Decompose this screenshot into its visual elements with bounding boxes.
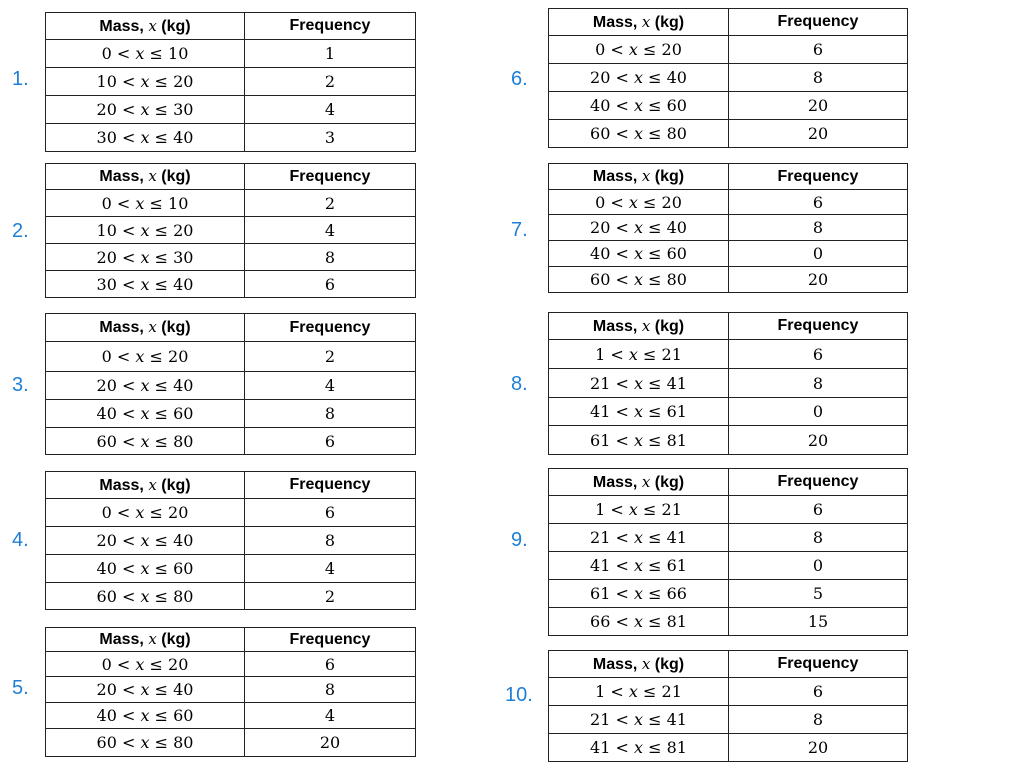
- mass-range-cell: 41 < x ≤ 61: [549, 398, 729, 426]
- mass-range-cell: 30 < x ≤ 40: [46, 124, 245, 152]
- mass-range-cell: 10 < x ≤ 20: [46, 217, 245, 244]
- frequency-cell: 4: [245, 555, 416, 583]
- mass-header: Mass, x (kg): [549, 651, 729, 678]
- frequency-cell: 8: [245, 400, 416, 428]
- frequency-table: [548, 468, 908, 636]
- frequency-cell: 4: [245, 217, 416, 244]
- question-number: 1.: [12, 68, 29, 90]
- frequency-cell: 0: [729, 552, 908, 580]
- frequency-cell: 8: [245, 677, 416, 703]
- frequency-header: Frequency: [729, 164, 908, 190]
- mass-range-cell: 1 < x ≤ 21: [549, 678, 729, 706]
- frequency-cell: 20: [729, 426, 908, 455]
- frequency-cell: 20: [245, 729, 416, 757]
- mass-range-cell: 61 < x ≤ 81: [549, 426, 729, 455]
- frequency-cell: 8: [729, 524, 908, 552]
- mass-range-cell: 40 < x ≤ 60: [549, 92, 729, 120]
- mass-range-cell: 10 < x ≤ 20: [46, 68, 245, 96]
- frequency-cell: 4: [245, 96, 416, 124]
- mass-range-cell: 61 < x ≤ 66: [549, 580, 729, 608]
- frequency-cell: 15: [729, 608, 908, 636]
- mass-header: Mass, x (kg): [46, 13, 245, 40]
- mass-range-cell: 40 < x ≤ 60: [46, 555, 245, 583]
- frequency-cell: 20: [729, 120, 908, 148]
- mass-range-cell: 0 < x ≤ 10: [46, 190, 245, 217]
- mass-range-cell: 40 < x ≤ 60: [46, 703, 245, 729]
- mass-range-cell: 60 < x ≤ 80: [46, 428, 245, 455]
- mass-header: Mass, x (kg): [46, 472, 245, 499]
- frequency-cell: 5: [729, 580, 908, 608]
- frequency-cell: 6: [729, 36, 908, 64]
- frequency-cell: 2: [245, 190, 416, 217]
- mass-range-cell: 1 < x ≤ 21: [549, 496, 729, 524]
- frequency-cell: 2: [245, 342, 416, 372]
- frequency-cell: 6: [729, 678, 908, 706]
- mass-header: Mass, x (kg): [46, 314, 245, 342]
- frequency-header: Frequency: [245, 314, 416, 342]
- question-number: 9.: [511, 529, 528, 551]
- mass-range-cell: 40 < x ≤ 60: [46, 400, 245, 428]
- mass-range-cell: 20 < x ≤ 40: [46, 372, 245, 400]
- mass-range-cell: 21 < x ≤ 41: [549, 706, 729, 734]
- question-number: 10.: [505, 684, 533, 706]
- frequency-cell: 20: [729, 92, 908, 120]
- frequency-table: [548, 8, 908, 148]
- frequency-table: [45, 163, 416, 298]
- mass-range-cell: 0 < x ≤ 10: [46, 40, 245, 68]
- frequency-header: Frequency: [245, 628, 416, 652]
- frequency-cell: 20: [729, 734, 908, 762]
- mass-range-cell: 0 < x ≤ 20: [46, 652, 245, 677]
- mass-range-cell: 60 < x ≤ 80: [46, 729, 245, 757]
- frequency-header: Frequency: [729, 469, 908, 496]
- frequency-cell: 6: [729, 340, 908, 369]
- frequency-cell: 6: [729, 190, 908, 215]
- frequency-cell: 6: [245, 499, 416, 527]
- question-number: 4.: [12, 529, 29, 551]
- frequency-cell: 6: [729, 496, 908, 524]
- mass-range-cell: 66 < x ≤ 81: [549, 608, 729, 636]
- mass-range-cell: 60 < x ≤ 80: [549, 267, 729, 293]
- question-number: 8.: [511, 373, 528, 395]
- mass-range-cell: 40 < x ≤ 60: [549, 241, 729, 267]
- mass-range-cell: 0 < x ≤ 20: [549, 190, 729, 215]
- frequency-header: Frequency: [729, 313, 908, 340]
- frequency-cell: 8: [729, 369, 908, 398]
- frequency-cell: 6: [245, 652, 416, 677]
- frequency-cell: 0: [729, 241, 908, 267]
- mass-header: Mass, x (kg): [549, 313, 729, 340]
- mass-range-cell: 41 < x ≤ 81: [549, 734, 729, 762]
- frequency-cell: 1: [245, 40, 416, 68]
- frequency-cell: 2: [245, 68, 416, 96]
- frequency-cell: 3: [245, 124, 416, 152]
- frequency-table: [548, 163, 908, 293]
- mass-range-cell: 41 < x ≤ 61: [549, 552, 729, 580]
- mass-range-cell: 20 < x ≤ 30: [46, 244, 245, 271]
- mass-header: Mass, x (kg): [46, 164, 245, 190]
- frequency-table: [45, 471, 416, 610]
- mass-header: Mass, x (kg): [549, 469, 729, 496]
- frequency-header: Frequency: [729, 9, 908, 36]
- question-number: 3.: [12, 374, 29, 396]
- question-number: 2.: [12, 220, 29, 242]
- frequency-cell: 6: [245, 271, 416, 298]
- frequency-table: [548, 650, 908, 762]
- mass-range-cell: 21 < x ≤ 41: [549, 369, 729, 398]
- frequency-cell: 4: [245, 372, 416, 400]
- frequency-table: [45, 313, 416, 455]
- frequency-cell: 8: [729, 64, 908, 92]
- mass-range-cell: 0 < x ≤ 20: [46, 499, 245, 527]
- mass-range-cell: 60 < x ≤ 80: [46, 583, 245, 610]
- frequency-table: [548, 312, 908, 455]
- mass-range-cell: 30 < x ≤ 40: [46, 271, 245, 298]
- frequency-header: Frequency: [245, 164, 416, 190]
- mass-header: Mass, x (kg): [549, 164, 729, 190]
- frequency-header: Frequency: [729, 651, 908, 678]
- frequency-header: Frequency: [245, 13, 416, 40]
- mass-header: Mass, x (kg): [46, 628, 245, 652]
- frequency-header: Frequency: [245, 472, 416, 499]
- frequency-table: [45, 12, 416, 152]
- mass-range-cell: 20 < x ≤ 40: [46, 677, 245, 703]
- mass-range-cell: 20 < x ≤ 30: [46, 96, 245, 124]
- question-number: 7.: [511, 219, 528, 241]
- frequency-cell: 2: [245, 583, 416, 610]
- frequency-cell: 20: [729, 267, 908, 293]
- frequency-cell: 8: [245, 527, 416, 555]
- frequency-cell: 8: [729, 215, 908, 241]
- question-number: 5.: [12, 677, 29, 699]
- frequency-cell: 8: [729, 706, 908, 734]
- mass-range-cell: 1 < x ≤ 21: [549, 340, 729, 369]
- frequency-table: [45, 627, 416, 757]
- mass-range-cell: 21 < x ≤ 41: [549, 524, 729, 552]
- mass-header: Mass, x (kg): [549, 9, 729, 36]
- mass-range-cell: 20 < x ≤ 40: [549, 215, 729, 241]
- frequency-cell: 4: [245, 703, 416, 729]
- frequency-cell: 6: [245, 428, 416, 455]
- mass-range-cell: 20 < x ≤ 40: [549, 64, 729, 92]
- frequency-cell: 0: [729, 398, 908, 426]
- frequency-cell: 8: [245, 244, 416, 271]
- question-number: 6.: [511, 68, 528, 90]
- mass-range-cell: 20 < x ≤ 40: [46, 527, 245, 555]
- mass-range-cell: 60 < x ≤ 80: [549, 120, 729, 148]
- mass-range-cell: 0 < x ≤ 20: [549, 36, 729, 64]
- mass-range-cell: 0 < x ≤ 20: [46, 342, 245, 372]
